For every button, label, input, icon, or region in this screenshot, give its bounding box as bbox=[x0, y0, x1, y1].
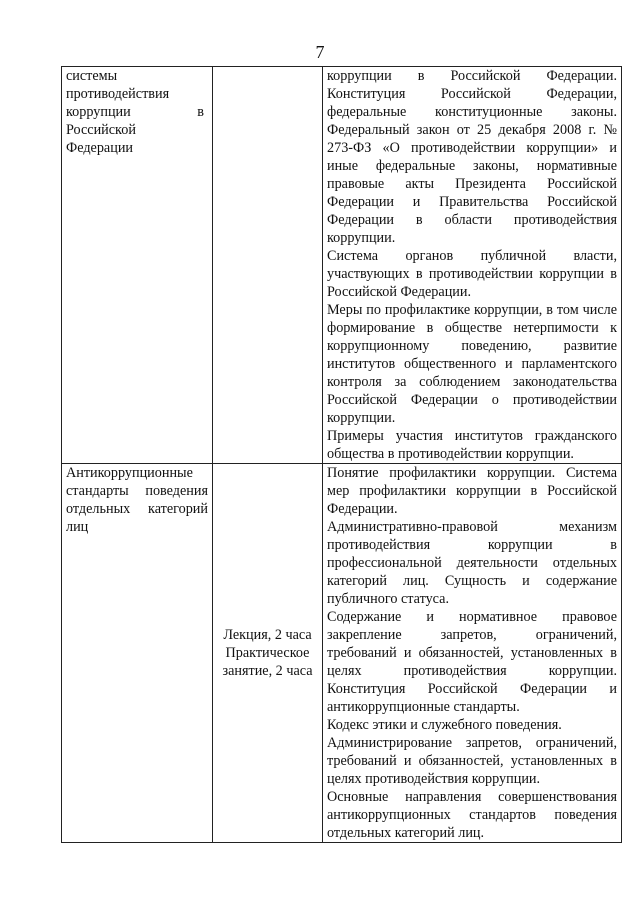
topic-cell bbox=[62, 464, 213, 843]
form-cell bbox=[213, 67, 323, 464]
topic-text: Антикоррупционные стандарты поведения отдельных категорий лиц bbox=[66, 465, 208, 535]
content-paragraph: Основные направления совершенствования антикоррупционных стандартов поведения отдельных категорий лиц. bbox=[327, 789, 617, 841]
content-paragraph: Администрирование запретов, ограничений, требований и обязанностей, установленных в целях противодействия коррупции. bbox=[327, 735, 617, 787]
topic-line: системы bbox=[66, 68, 118, 84]
form-line: Практическое занятие, 2 часа bbox=[222, 645, 313, 679]
content-cell bbox=[323, 67, 622, 464]
page-number: 7 bbox=[315, 42, 325, 62]
content-paragraph: коррупции в Российской Федерации. bbox=[327, 68, 617, 84]
table-row bbox=[62, 464, 622, 843]
content-cell bbox=[323, 464, 622, 843]
form-line: Лекция, 2 часа bbox=[223, 627, 312, 643]
topic-cell bbox=[62, 67, 213, 464]
topic-line: коррупции в bbox=[66, 104, 204, 120]
topic-line: Федерации bbox=[66, 140, 134, 156]
topic-line: Российской bbox=[66, 122, 136, 138]
content-paragraph: Конституция Российской Федерации, федеральные конституционные законы. Федеральный закон от 25 декабря 2008 г. № 273-ФЗ «О противодействии коррупции» и иные федеральные законы, нормативные правовые акты Президента Российской Федерации и Правительства Российской Федерации в области противодействия коррупции. bbox=[327, 86, 617, 246]
content-paragraph: Кодекс этики и служебного поведения. bbox=[327, 717, 562, 733]
content-paragraph: Понятие профилактики коррупции. Система мер профилактики коррупции в Российской Федерации. bbox=[327, 465, 617, 517]
content-paragraph: Примеры участия институтов гражданского общества в противодействии коррупции. bbox=[327, 428, 617, 462]
content-paragraph: Содержание и нормативное правовое закрепление запретов, ограничений, требований и обязанностей, установленных в целях противодействия коррупции. Конституция Российской Федерации и антикоррупционные стандарты. bbox=[327, 609, 617, 715]
content-paragraph: Меры по профилактике коррупции, в том числе формирование в обществе нетерпимости к коррупционному поведению, развитие институтов общественного и парламентского контроля за соблюдением законодательства Российской Федерации о противодействии коррупции. bbox=[327, 302, 617, 426]
table-row bbox=[62, 67, 622, 464]
content-paragraph: Административно-правовой механизм противодействия коррупции в профессиональной деятельности отдельных категорий лиц. Сущность и содержание публичного статуса. bbox=[327, 519, 617, 607]
curriculum-table bbox=[61, 66, 622, 843]
topic-line: противодействия bbox=[66, 86, 170, 102]
content-paragraph: Система органов публичной власти, участвующих в противодействии коррупции в Российской Федерации. bbox=[327, 248, 617, 300]
form-cell bbox=[213, 464, 323, 843]
